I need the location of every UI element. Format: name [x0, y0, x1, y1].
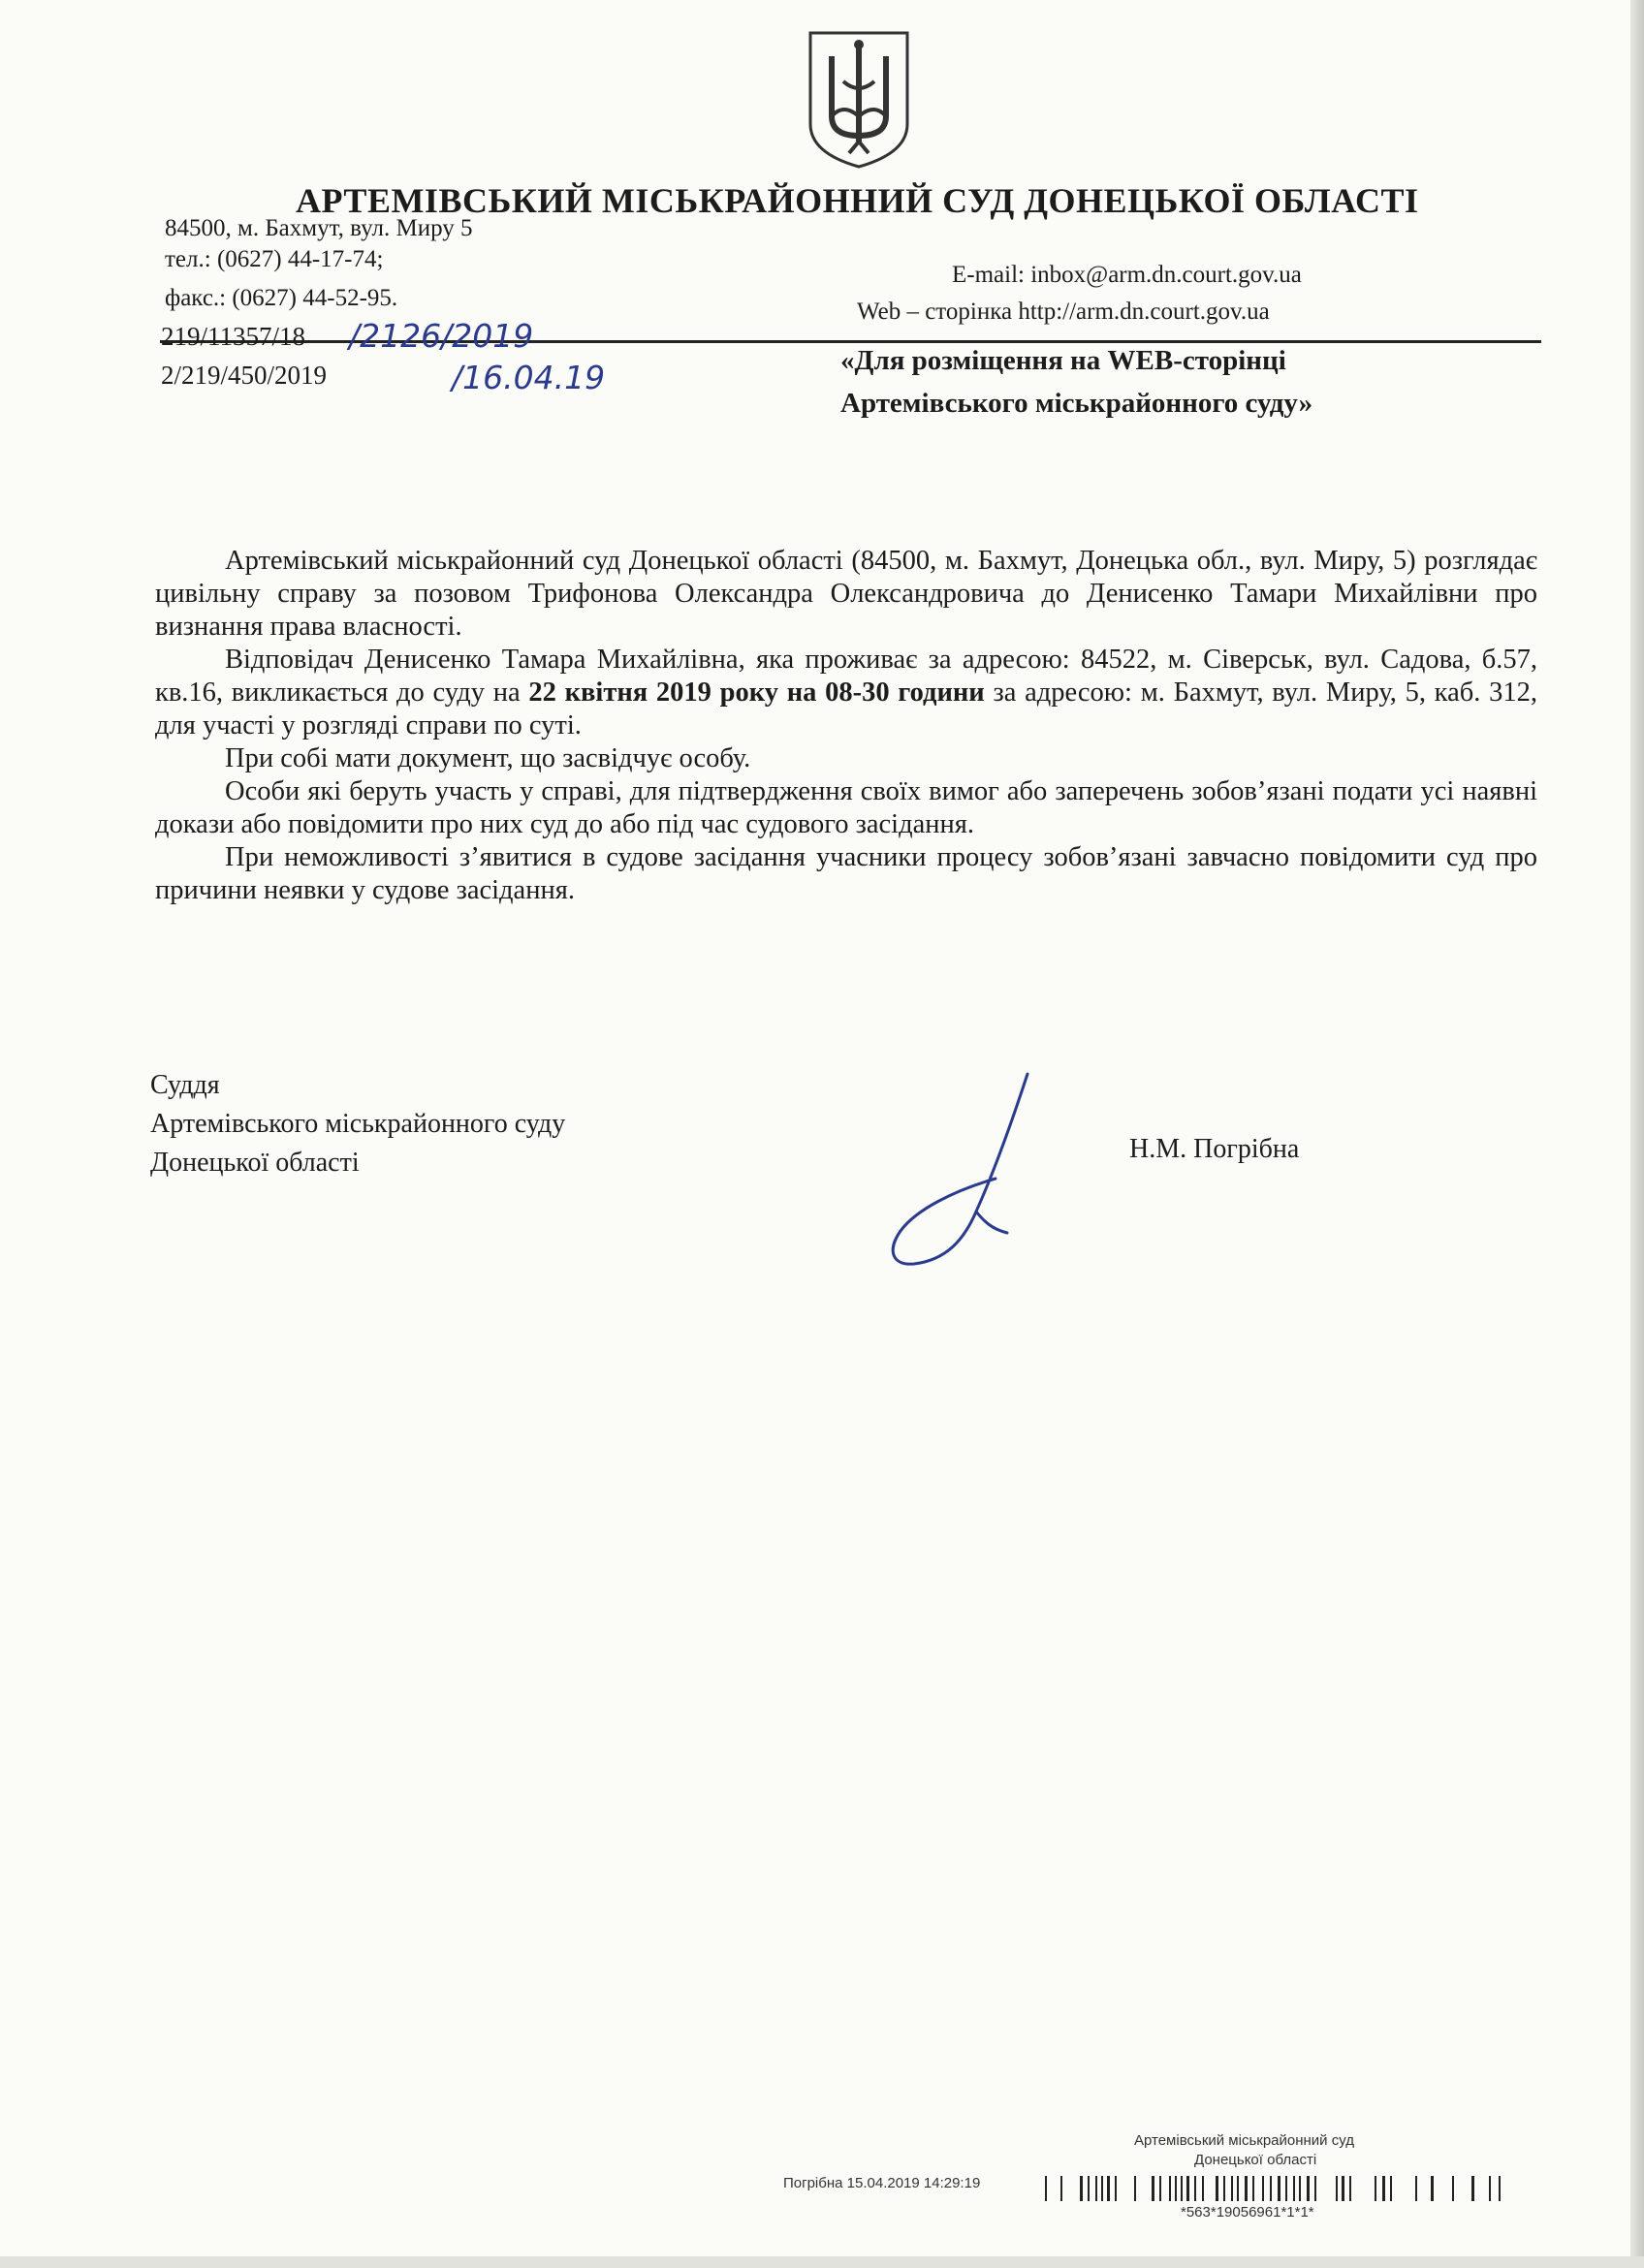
case-number-2: 2/219/450/2019 — [161, 361, 328, 390]
court-phone: тел.: (0627) 44-17-74; — [165, 246, 384, 272]
judge-title-line-2: Артемівського міськрайонного суду — [150, 1109, 566, 1139]
web-note-line-1: «Для розміщення на WEB-сторінці — [840, 345, 1286, 376]
footer-registration-stamp: Погрібна 15.04.2019 14:29:19 — [783, 2175, 981, 2191]
barcode-icon — [1045, 2174, 1512, 2203]
barcode-text: *563*19056961*1*1* — [1181, 2204, 1314, 2221]
court-website: Web – сторінка http://arm.dn.court.gov.ua — [857, 299, 1270, 325]
ukraine-coat-of-arms-icon — [805, 27, 913, 171]
footer-court-name-2: Донецької області — [1194, 2152, 1317, 2168]
hearing-date-time: 22 квітня 2019 року на 08-30 години — [528, 677, 985, 708]
web-publication-note — [840, 339, 1312, 425]
judge-title-line-1: Суддя — [150, 1070, 220, 1100]
judge-title-line-3: Донецької області — [150, 1148, 360, 1178]
court-fax: факс.: (0627) 44-52-95. — [165, 285, 398, 311]
paragraph-id-document: При собі мати документ, що засвідчує особу. — [225, 743, 751, 773]
court-email: E-mail: inbox@arm.dn.court.gov.ua — [952, 262, 1302, 288]
judge-name: Н.М. Погрібна — [1129, 1134, 1300, 1164]
page-edge-shadow — [1630, 0, 1644, 2268]
handwritten-signature — [887, 1066, 1042, 1270]
paragraph-absence: При неможливості з’явитися в судове засідання учасники процесу зобов’язані завчасно повідомити суд про причини неявки у судове засідання. — [155, 842, 1537, 905]
footer-court-name-1: Артемівський міськрайонний суд — [1134, 2132, 1354, 2149]
court-name: АРТЕМІВСЬКИЙ МІСЬКРАЙОННИЙ СУД ДОНЕЦЬКОЇ ОБЛАСТІ — [296, 181, 1419, 220]
judge-title-block — [150, 1066, 565, 1182]
paragraph-summons — [155, 644, 1537, 742]
case-number-1: 219/11357/18 — [161, 322, 306, 351]
summons-body — [155, 545, 1537, 907]
page-edge-bottom — [0, 2256, 1644, 2268]
summons-text-start: Відповідач Денисенко Тамара Михайлівна, яка проживає за адресою: 84522, м. Сіверськ, вул. Садова, б.57, кв.16, викликається до суду на — [155, 645, 1537, 708]
handwritten-registration-number: /2126/2019 — [349, 317, 534, 355]
handwritten-registration-date: /16.04.19 — [452, 359, 606, 396]
paragraph-case-description: Артемівський міськрайонний суд Донецької області (84500, м. Бахмут, Донецька обл., вул. Миру, 5) розглядає цивільну справу за позовом Трифонова Олександра Олександровича до Денисенко Тамари Михайлівни про визнання права власності. — [155, 546, 1537, 642]
paragraph-evidence: Особи які беруть участь у справі, для підтвердження своїх вимог або заперечень зобов’язані подати усі наявні докази або повідомити про них суд до або під час судового засідання. — [155, 776, 1537, 839]
web-note-line-2: Артемівського міськрайонного суду» — [840, 388, 1313, 419]
summons-text-end: за адресою: м. Бахмут, вул. Миру, 5, каб. 312, для участі у розгляді справи по суті. — [155, 677, 1537, 740]
court-address: 84500, м. Бахмут, вул. Миру 5 — [165, 215, 473, 241]
